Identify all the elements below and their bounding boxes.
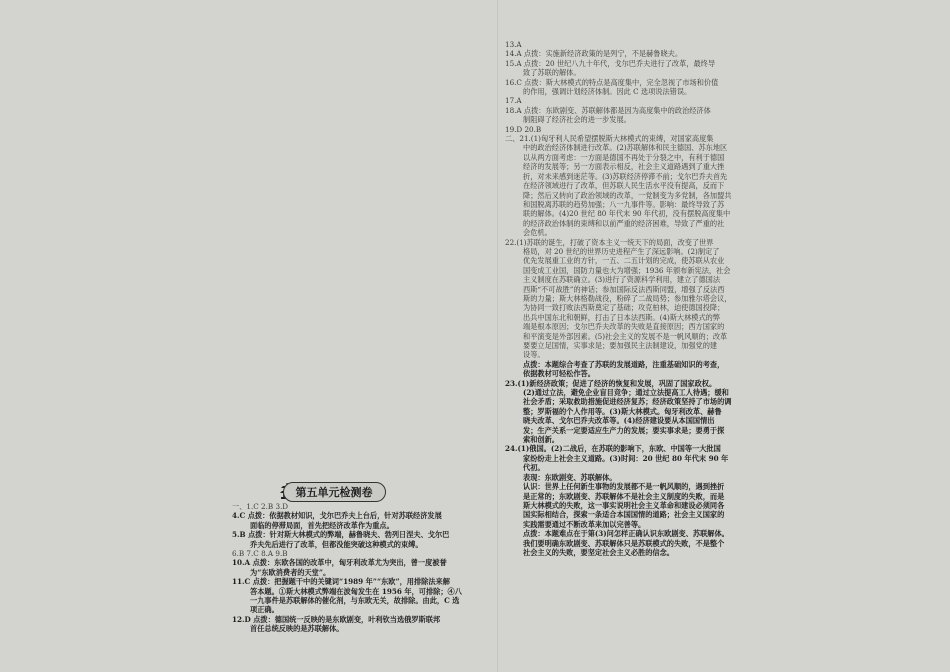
answer-line: 23.(1)新经济政策；促进了经济的恢复和发展，巩固了国家政权。 (505, 378, 717, 388)
answer-line: 表现：东欧剧变、苏联解体。 (523, 472, 617, 482)
answer-line: 联的解体。(4)20 世纪 80 年代末 90 年代初，没有摆脱高度集中 (523, 209, 731, 219)
answer-line: 和国脱离苏联的趋势加强；八一九事件等。影响：最终导致了苏 (523, 199, 725, 209)
right-answer-column (505, 40, 791, 557)
answer-line: 社会矛盾；采取救助措施促进经济复苏；经济政策坚持了市场的调 (523, 397, 732, 407)
answer-line: 我们要明确东欧剧变、苏联解体只是苏联模式的失败，不是整个 (523, 538, 725, 548)
answer-line: 首任总统反映的是苏联解体。 (250, 624, 344, 634)
left-answer-column (232, 502, 490, 634)
answer-line: 社会主义的失败，要坚定社会主义必胜的信念。 (523, 547, 674, 557)
answer-line: 降；然后又转向了政治领域的改革，一党制变为多党制，各加盟共 (523, 190, 732, 200)
answer-line: 出兵中国东北和朝鲜，打击了日本法西斯。(4)斯大林模式的弊 (523, 312, 721, 322)
answer-line: 经济的发展等；另一方面表示相反，社会主义道路遇到了重大挫 (523, 162, 725, 172)
answer-line: 的作用，强调计划经济体制。因此 C 选项说法错误。 (523, 87, 692, 97)
answer-line: 要要立足国情，实事求是；要加强民主法制建设，加强党的建 (523, 341, 718, 350)
answer-line: 14.A 点拨：实施新经济政策的是列宁，不是赫鲁晓夫。 (505, 49, 683, 59)
answer-line: 15.A 点拨：20 世纪八九十年代，戈尔巴乔夫进行了改革，最终导 (505, 58, 716, 68)
answer-line: 12.D 点拨：德国统一反映的是东欧剧变，叶利钦当选俄罗斯联邦 (232, 614, 441, 624)
answer-line: 为协同一致打败法西斯奠定了基础；攻克柏林，迫使德国投降； (523, 303, 725, 313)
answer-line: 索和创新。 (523, 435, 559, 445)
answer-line: 4.C 点拨：依据教材知识，戈尔巴乔夫上台后，针对苏联经济发展 (232, 511, 442, 521)
answer-line: 16.C 点拨：斯大林模式的特点是高度集中，完全忽视了市场和价值 (505, 77, 719, 87)
answer-line: 中的政治经济体制进行改革。(2)苏联解体和民主德国、苏东地区 (523, 143, 728, 153)
answer-line: 端是根本原因；戈尔巴乔夫改革的失败是直接原因；西方国家的 (523, 322, 725, 332)
answer-line: 西斯“不可战胜”的神话；参加国际反法西斯同盟，增强了反法西 (523, 284, 725, 294)
answer-line: 点拨：本题难点在于第(3)问怎样正确认识东欧剧变、苏联解体。 (523, 529, 729, 539)
answer-line: 认识：世界上任何新生事物的发展都不是一帆风顺的，遇到挫折 (523, 482, 725, 492)
page-fold (497, 0, 498, 672)
answer-line: 10.A 点拨：东欧各国的改革中，匈牙利改革尤为突出，曾一度被誉 (232, 558, 447, 568)
answer-line: 6.B 7.C 8.A 9.B (232, 549, 288, 559)
answer-line: 和平演变是外部因素。(5)社会主义的发展不是一帆风顺的；改革 (523, 331, 728, 341)
answer-line: 24.(1)俄国。(2)二战后，在苏联的影响下，东欧、中国等一大批国 (505, 444, 721, 454)
answer-line: 一九事件是苏联解体的催化剂，与东欧无关，故排除。由此，C 选 (250, 596, 460, 606)
answer-line: 制阻碍了经济社会的进一步发展。 (523, 115, 631, 125)
answer-line: (2)通过立法，避免企业盲目竞争；通过立法提高工人待遇；缓和 (523, 388, 729, 398)
answer-line: 17.A (505, 96, 522, 106)
unit-title: 第五单元检测卷 (283, 482, 386, 502)
answer-line: 面临的停滞局面，首先把经济改革作为重点。 (250, 520, 394, 530)
answer-line: 是正常的；东欧剧变、苏联解体不是社会主义制度的失败，而是 (523, 491, 725, 501)
answer-line: 国变成工业国，国防力量也大为增强；1936 年颁布新宪法，社会 (523, 265, 731, 275)
answer-line: 主义制度在苏联确立。(3)进行了资源科学利用，建立了德国法 (523, 275, 721, 285)
answer-line: 设等。 (523, 350, 545, 360)
answer-line: 11.C 点拨：把握题干中的关键词“1989 年”“东欧”，用排除法来解 (232, 577, 450, 587)
answer-line: 乔夫先后进行了改革，但都没能突破这种模式的束缚。 (250, 539, 423, 549)
answer-line: 的经济政治体制的束缚和以前严重的经济困难，导致了严重的社 (523, 218, 725, 228)
answer-line: 折，对未来感到迷茫等。(3)苏联经济停滞不前；戈尔巴乔夫首先 (523, 171, 728, 181)
answer-line: 二、21.(1)匈牙利人民希望摆脱斯大林模式的束缚，对国家高度集 (505, 134, 714, 144)
answer-line: 实践需要通过不断改革来加以完善等。 (523, 519, 646, 529)
answer-line: 项正确。 (250, 605, 279, 615)
answer-line: 家纷纷走上社会主义道路。(3)时间：20 世纪 80 年代末 90 年 (523, 453, 729, 463)
answer-line: 致了苏联的解体。 (523, 68, 581, 78)
answer-line: 晓夫改革、戈尔巴乔夫改革等。(4)经济建设要从本国国情出 (523, 416, 715, 426)
unit-title-banner (275, 482, 393, 502)
answer-line: 19.D 20.B (505, 124, 542, 134)
answer-line: 答本题。①斯大林模式弊端在波匈发生在 1956 年，可排除；④八 (250, 586, 462, 596)
answer-line: 整；罗斯福的个人作用等。(3)斯大林模式。匈牙利改革、赫鲁 (523, 406, 722, 416)
answer-line: 优先发展重工业的方针，一五、二五计划的完成，使苏联从农业 (523, 256, 725, 266)
answer-line: 会危机。 (523, 228, 552, 238)
answer-line: 发；生产关系一定要适应生产力的发展；要实事求是；要勇于探 (523, 425, 725, 435)
answer-line: 一、1.C 2.B 3.D (232, 502, 289, 511)
answer-line: 依据教材可轻松作答。 (523, 369, 595, 379)
answer-line: 在经济领域进行了改革，但苏联人民生活水平没有提高，反而下 (523, 181, 725, 191)
answer-line: 为“东欧消费者的天堂”。 (250, 567, 331, 577)
answer-line: 斯的力量；斯大林格勒战役，粉碎了二战局势；参加雅尔塔会议， (523, 293, 732, 303)
answer-line: 斯大林模式的失败，这一事实说明社会主义革命和建设必须同各 (523, 500, 725, 510)
answer-line: 5.B 点拨：针对斯大林模式的弊端，赫鲁晓夫、勃列日涅夫、戈尔巴 (232, 530, 450, 540)
answer-line: 13.A (505, 40, 522, 49)
answer-line: 国实际相结合，探索一条适合本国国情的道路；社会主义国家的 (523, 510, 725, 520)
answer-line: 点拨：本题综合考查了苏联的发展道路，注重基础知识的考查， (523, 359, 725, 369)
answer-line: 代初。 (523, 463, 545, 473)
answer-line: 格局，对 20 世纪的世界历史进程产生了深远影响。(2)制定了 (523, 246, 720, 256)
answer-line: 18.A 点拨：东欧剧变、苏联解体都是因为高度集中的政治经济体 (505, 105, 711, 115)
answer-line: 22.(1)苏联的诞生，打破了资本主义一统天下的局面，改变了世界 (505, 237, 714, 247)
answer-line: 以从两方面考虑：一方面是德国不再处于分裂之中，有利于德国 (523, 152, 725, 162)
